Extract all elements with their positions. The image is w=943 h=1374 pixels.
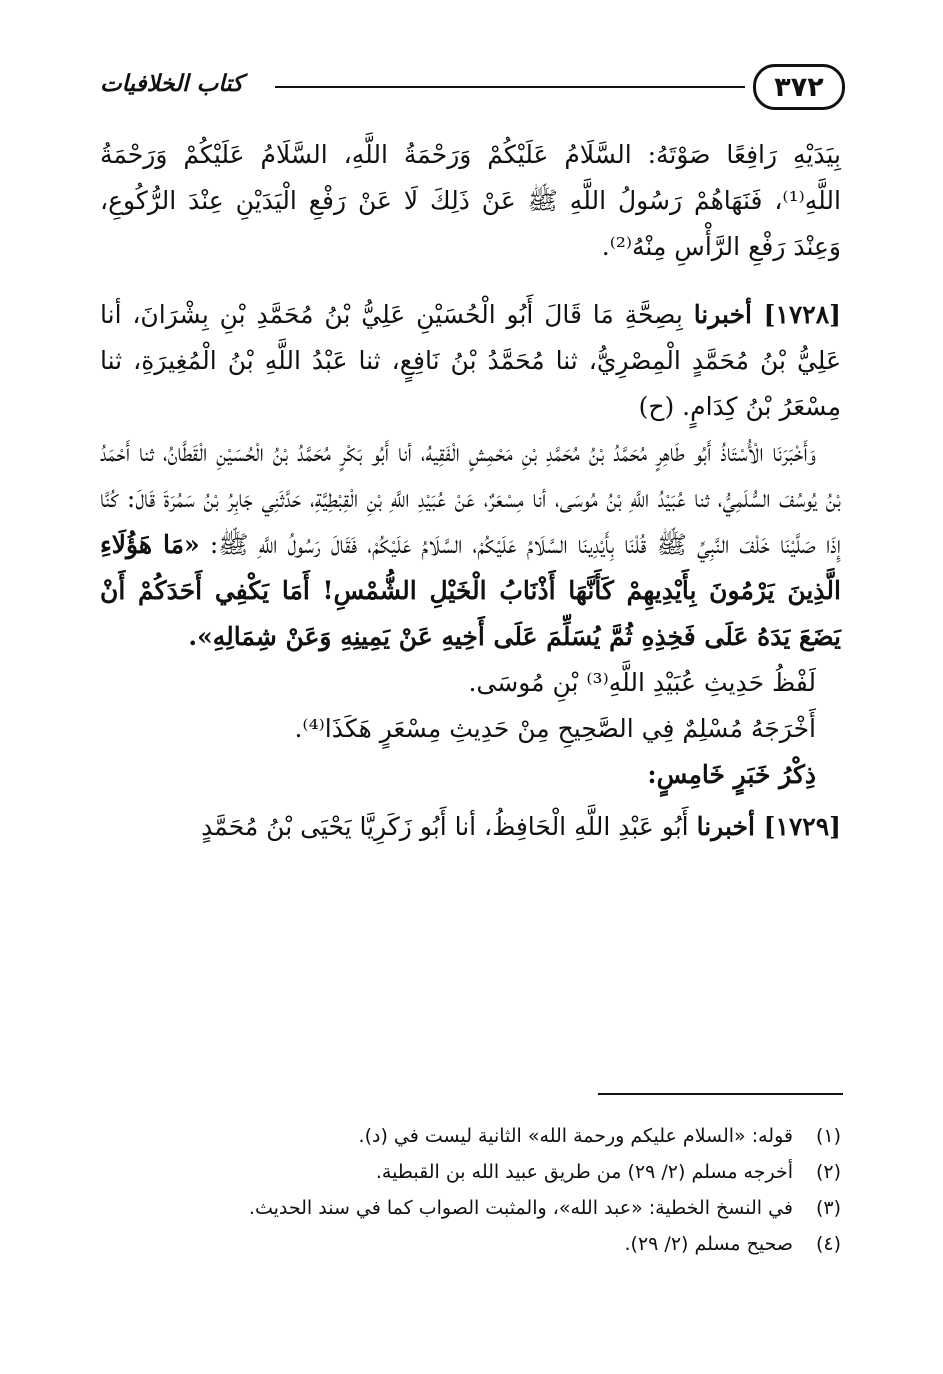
page-header [100,64,845,114]
footnote-text: صحيح مسلم (٢/ ٢٩). [624,1233,793,1255]
header-rule [275,86,745,88]
footnote-text: في النسخ الخطية: «عبد الله»، والمثبت الصواب كما في سند الحديث. [248,1197,793,1219]
paragraph-4: لَفْظُ حَدِيثِ عُبَيْدِ اللَّهِ⁽³⁾ بْنِ مُوسَى. [468,668,816,697]
footnotes [100,1118,841,1262]
section-heading: ذِكْرُ خَبَرٍ خَامِسٍ: [647,760,816,789]
hadith-number-1728: [١٧٢٨] أخبرنا [693,300,841,329]
book-title: كتاب الخلافيات [100,70,244,97]
paragraph-7: أَبُو عَبْدِ اللَّهِ الْحَافِظُ، أنا أَبُو زَكَرِيَّا يَحْيَى بْنُ مُحَمَّدٍ [201,812,689,841]
footnote-rule [598,1093,843,1095]
footnote-text: أخرجه مسلم (٢/ ٢٩) من طريق عبيد الله بن القبطية. [375,1161,793,1183]
footnote-number: (٢) [815,1161,841,1183]
footnote-text: قوله: «السلام عليكم ورحمة الله» الثانية ليست في (د). [358,1125,793,1147]
footnote-number: (٤) [815,1233,841,1255]
main-text [100,132,841,850]
page-number: ٣٧٢ [753,64,845,110]
paragraph-1: بِيَدَيْهِ رَافِعًا صَوْتَهُ: السَّلَامُ عَلَيْكُمْ وَرَحْمَةُ اللَّهِ، السَّلَامُ عَلَيْكُمْ وَرَحْمَةُ اللَّهِ⁽¹⁾، فَنَهَاهُمْ رَسُولُ اللَّهِ ﷺ عَنْ ذَلِكَ لَا عَنْ رَفْعِ الْيَدَيْنِ عِنْدَ الرُّكُوعِ، وَعِنْدَ رَفْعِ الرَّأْسِ مِنْهُ⁽²⁾. [100,140,841,261]
paragraph-3: وَأَخْبَرَنَا الْأُسْتَاذُ أَبُو طَاهِرٍ مُحَمَّدُ بْنُ مُحَمَّدِ بْنِ مَحْمِشٍ الْفَقِيهُ، أنا أَبُو بَكْرٍ مُحَمَّدُ بْنُ الْحُسَيْنِ الْقَطَّانُ، ثنا أَحْمَدُ بْنُ يُوسُفَ السُّلَمِيُّ، ثنا عُبَيْدُ اللَّهِ بْنُ مُوسَى، أنا مِسْعَرٌ، عَنْ عُبَيْدِ اللَّهِ بْنِ الْقِبْطِيَّةِ، حَدَّثَنِي جَابِرُ بْنُ سَمُرَةَ قَالَ: كُنَّا إِذَا صَلَّيْنَا خَلْفَ النَّبِيِّ ﷺ قُلْنَا بِأَيْدِينَا السَّلَامُ عَلَيْكُمْ، السَّلَامُ عَلَيْكُمْ، فَقَالَ رَسُولُ اللَّهِ ﷺ: [100,438,841,559]
footnote-number: (١) [815,1125,841,1147]
hadith-quote: «مَا هَؤُلَاءِ الَّذِينَ يَرْمُونَ بِأَيْدِيهِمْ كَأَنَّهَا أَذْنَابُ الْخَيْلِ الشُّمْسِ! أَمَا يَكْفِي أَحَدَكُمْ أَنْ يَضَعَ يَدَهُ عَلَى فَخِذِهِ ثُمَّ يُسَلِّمَ عَلَى أَخِيهِ عَنْ يَمِينِهِ وَعَنْ شِمَالِهِ». [100,530,841,651]
footnote [100,1226,841,1262]
paragraph-5: أَخْرَجَهُ مُسْلِمٌ فِي الصَّحِيحِ مِنْ حَدِيثِ مِسْعَرٍ هَكَذَا⁽⁴⁾. [294,714,816,743]
footnote-number: (٣) [815,1197,841,1219]
paragraph-2: بِصِحَّةِ مَا قَالَ أَبُو الْحُسَيْنِ عَلِيُّ بْنُ مُحَمَّدِ بْنِ بِشْرَانَ، أنا عَلِيُّ بْنُ مُحَمَّدٍ الْمِصْرِيُّ، ثنا مُحَمَّدُ بْنُ نَافِعٍ، ثنا عَبْدُ اللَّهِ بْنُ الْمُغِيرَةِ، ثنا مِسْعَرُ بْنُ كِدَامٍ. (ح) [100,300,841,421]
footnote [100,1154,841,1190]
footnote [100,1190,841,1226]
footnote [100,1118,841,1154]
hadith-number-1729: [١٧٢٩] أخبرنا [696,812,841,841]
